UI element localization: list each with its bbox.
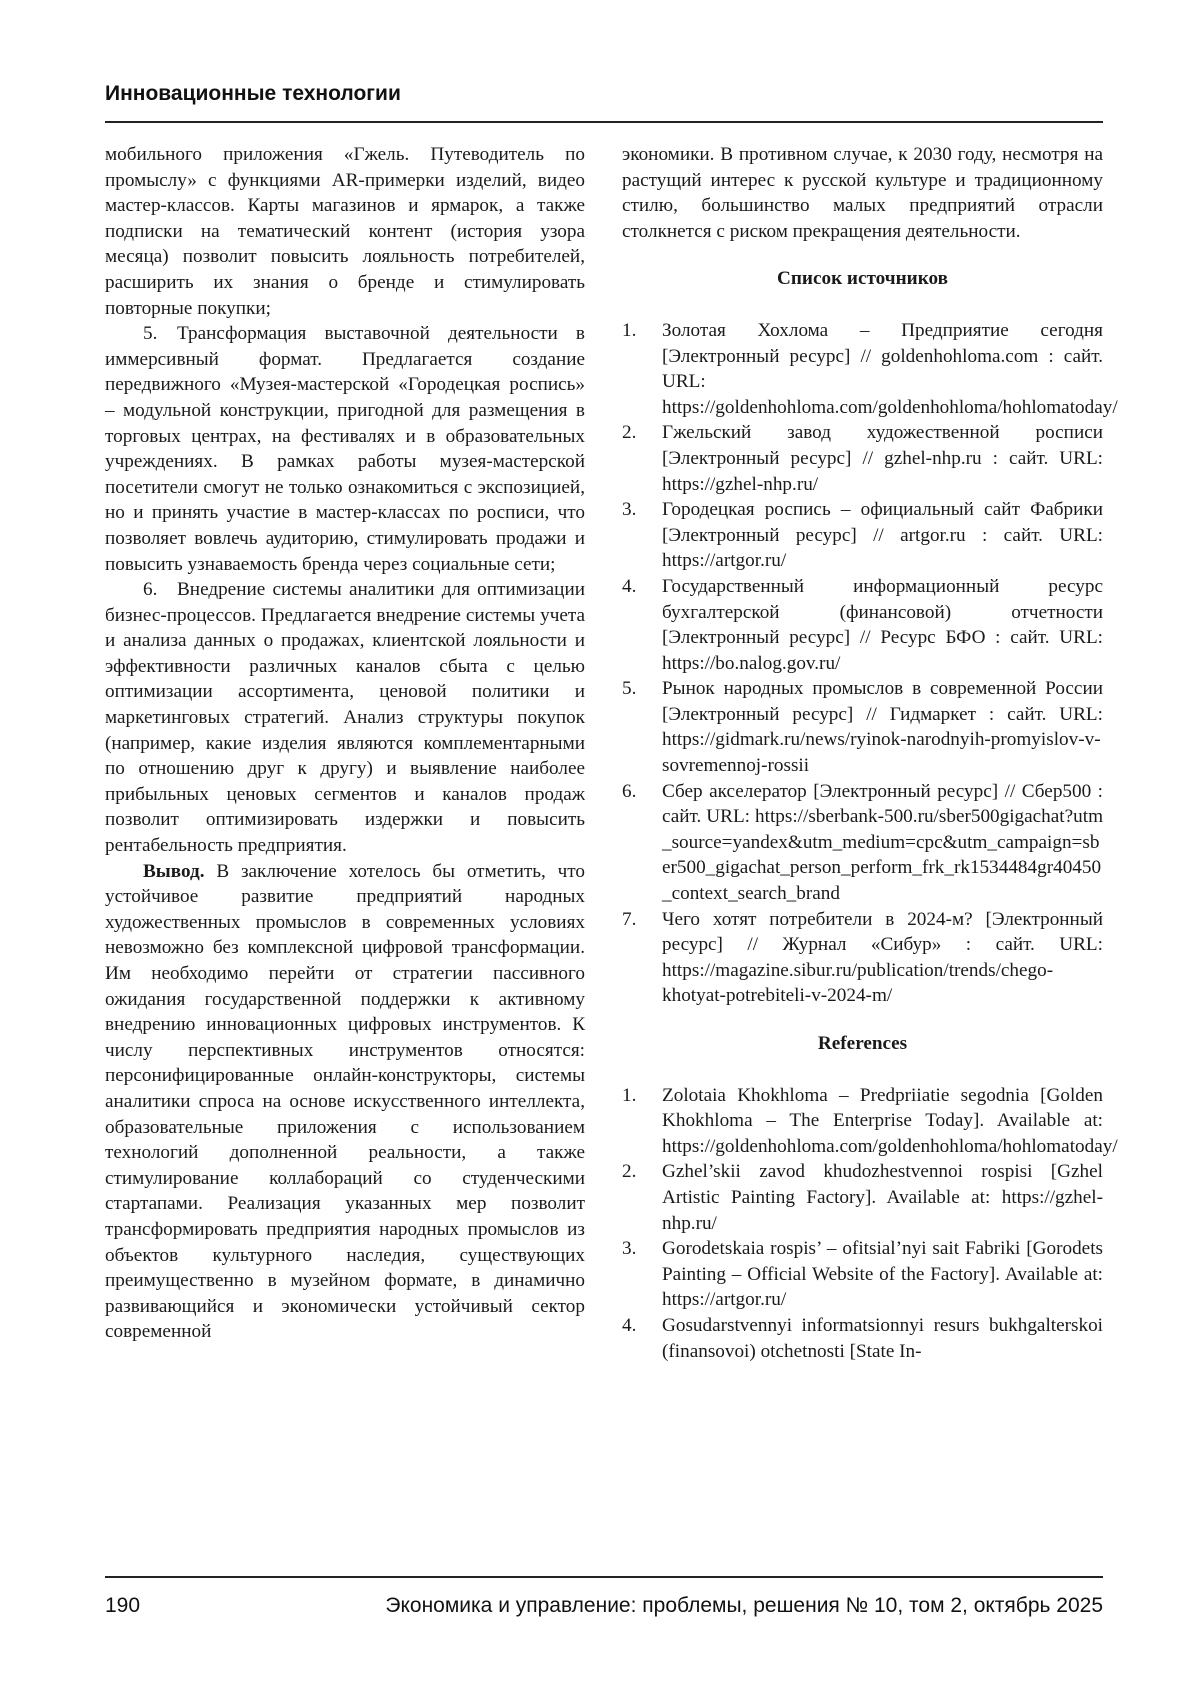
source-number: 1. <box>622 319 637 341</box>
source-item <box>622 779 1103 907</box>
conclusion-label: Вывод. <box>143 860 205 882</box>
sources-heading: Список источников <box>777 268 948 290</box>
source-text: Чего хотят потребители в 2024-м? [Электронный ресурс] // Журнал «Сибур» : сайт. URL: https://magazine.sibur.ru/publication/trends/chego-khotyat-potrebiteli-v-2024-m/ <box>662 908 1103 1007</box>
item-text: Трансформация выставочной деятельности в иммерсивный формат. Предлагается создание передвижного «Музея-мастерской «Городецкая роспись» – модульной конструкции, пригодной для размещения в торговых центрах, на фестивалях и в образовательных учреждениях. В рамках работы музея-мастерской посетители смогут не только ознакомиться с экспозицией, но и принять участие в мастер-классах по росписи, что позволяет вовлечь аудиторию, стимулировать продажи и повысить узнаваемость бренда через социальные сети; <box>105 323 585 575</box>
paragraph-continued: мобильного приложения «Гжель. Путеводитель по промыслу» с функциями AR-примерки изделий, видео мастер-классов. Карты магазинов и ярмарок, а также подписки на тематический контент (история узора месяца) позволит повысить лояльность потребителей, расширить их знания о бренде и стимулировать повторные покупки; <box>105 144 585 319</box>
paragraph-continued: экономики. В противном случае, к 2030 году, несмотря на растущий интерес к русской культуре и традиционному стилю, большинство малых предприятий отрасли столкнется с риском прекращения деятельности. <box>622 144 1103 242</box>
source-text: Городецкая роспись – официальный сайт Фабрики [Электронный ресурс] // artgor.ru : сайт. URL: https://artgor.ru/ <box>662 499 1103 572</box>
item-number: 6. <box>143 579 158 601</box>
source-text: Государственный информационный ресурс бухгалтерской (финансовой) отчетности [Электронный ресурс] // Ресурс БФО : сайт. URL: https://bo.nalog.gov.ru/ <box>662 575 1103 674</box>
reference-number: 2. <box>622 1161 637 1183</box>
item-number: 5. <box>143 323 158 345</box>
source-number: 4. <box>622 575 637 597</box>
running-header-title: Инновационные технологии <box>105 82 401 105</box>
reference-text: Gzhel’skii zavod khudozhestvennoi rospisi [Gzhel Artistic Painting Factory]. Available at: https://gzhel-nhp.ru/ <box>662 1161 1103 1234</box>
reference-item <box>622 1313 1103 1364</box>
source-number: 7. <box>622 908 637 930</box>
conclusion-paragraph <box>105 859 585 1345</box>
source-item <box>622 907 1103 1009</box>
journal-citation: Экономика и управление: проблемы, решения № 10, том 2, октябрь 2025 <box>385 1594 1103 1617</box>
left-column <box>105 142 585 1345</box>
references-list <box>622 1083 1118 1365</box>
conclusion-text: В заключение хотелось бы отметить, что устойчивое развитие предприятий народных художественных промыслов в современных условиях невозможно без комплексной цифровой трансформации. Им необходимо перейти от стратегии пассивного ожидания государственной поддержки к активному внедрению инновационных цифровых инструментов. К числу перспективных инструментов относятся: персонифицированные онлайн-конструкторы, системы аналитики спроса на основе искусственного интеллекта, образовательные приложения с использованием технологий дополненной реальности, а также стимулирование коллабораций со студенческими стартапами. Реализация указанных мер позволит трансформировать предприятия народных промыслов из объектов культурного наследия, существующих преимущественно в музейном формате, в динамично развивающийся и экономически устойчивый сектор современной <box>105 860 585 1343</box>
reference-text: Gosudarstvennyi informatsionnyi resurs bukhgalterskoi (finansovoi) otchetnosti [State In- <box>662 1314 1103 1362</box>
item-text: Внедрение системы аналитики для оптимизации бизнес-процессов. Предлагается внедрение системы учета и анализа данных о продажах, клиентской лояльности и эффективности различных каналов сбыта с целью оптимизации ассортимента, ценовой политики и маркетинговых стратегий. Анализ структуры покупок (например, какие изделия являются комплементарными по отношению друг к другу) и выявление наиболее прибыльных ценовых сегментов и каналов продаж позволит оптимизировать издержки и повысить рентабельность предприятия. <box>105 579 585 857</box>
source-number: 6. <box>622 780 637 802</box>
reference-number: 3. <box>622 1238 637 1260</box>
source-item <box>622 420 1103 497</box>
source-text: Сбер акселератор [Электронный ресурс] // Сбер500 : сайт. URL: https://sberbank-500.ru/sber500gigachat?utm_source=yandex&utm_medium=cpc&utm_campaign=sber500_gigachat_person_perform_frk_rk1534484gr40450_context_search_brand <box>662 780 1103 905</box>
source-item <box>622 676 1103 778</box>
reference-item <box>622 1159 1103 1236</box>
numbered-item-6 <box>105 577 585 859</box>
source-text: Рынок народных промыслов в современной России [Электронный ресурс] // Гидмаркет : сайт. URL: https://gidmark.ru/news/ryinok-narodnyih-promyislov-v-sovremennoj-rossii <box>662 678 1103 777</box>
source-number: 3. <box>622 499 637 521</box>
source-text: Золотая Хохлома – Предприятие сегодня [Электронный ресурс] // goldenhohloma.com : сайт. URL: https://goldenhohloma.com/goldenhohloma/hohlomatoday/ <box>662 319 1118 418</box>
header-rule <box>105 121 1103 123</box>
page-number: 190 <box>105 1594 141 1617</box>
reference-item <box>622 1083 1118 1160</box>
reference-item <box>622 1236 1103 1313</box>
sources-list <box>622 318 1118 1009</box>
source-number: 5. <box>622 678 637 700</box>
reference-text: Zolotaia Khokhloma – Predpriiatie segodnia [Golden Khokhloma – The Enterprise Today]. Available at: https://goldenhohloma.com/goldenhohloma/hohlomatoday/ <box>662 1084 1118 1157</box>
source-item <box>622 497 1103 574</box>
references-heading: References <box>817 1033 908 1054</box>
numbered-item-5 <box>105 321 585 577</box>
reference-number: 1. <box>622 1084 637 1106</box>
right-column <box>622 142 1118 1364</box>
source-item <box>622 574 1103 676</box>
source-text: Гжельский завод художественной росписи [Электронный ресурс] // gzhel-nhp.ru : сайт. URL: https://gzhel-nhp.ru/ <box>662 422 1103 495</box>
source-item <box>622 318 1118 420</box>
footer-rule <box>105 1576 1103 1578</box>
reference-text: Gorodetskaia rospis’ – ofitsial’nyi sait Fabriki [Gorodets Painting – Official Website of the Factory]. Available at: https://artgor.ru/ <box>662 1238 1103 1311</box>
reference-number: 4. <box>622 1314 637 1336</box>
source-number: 2. <box>622 422 637 444</box>
